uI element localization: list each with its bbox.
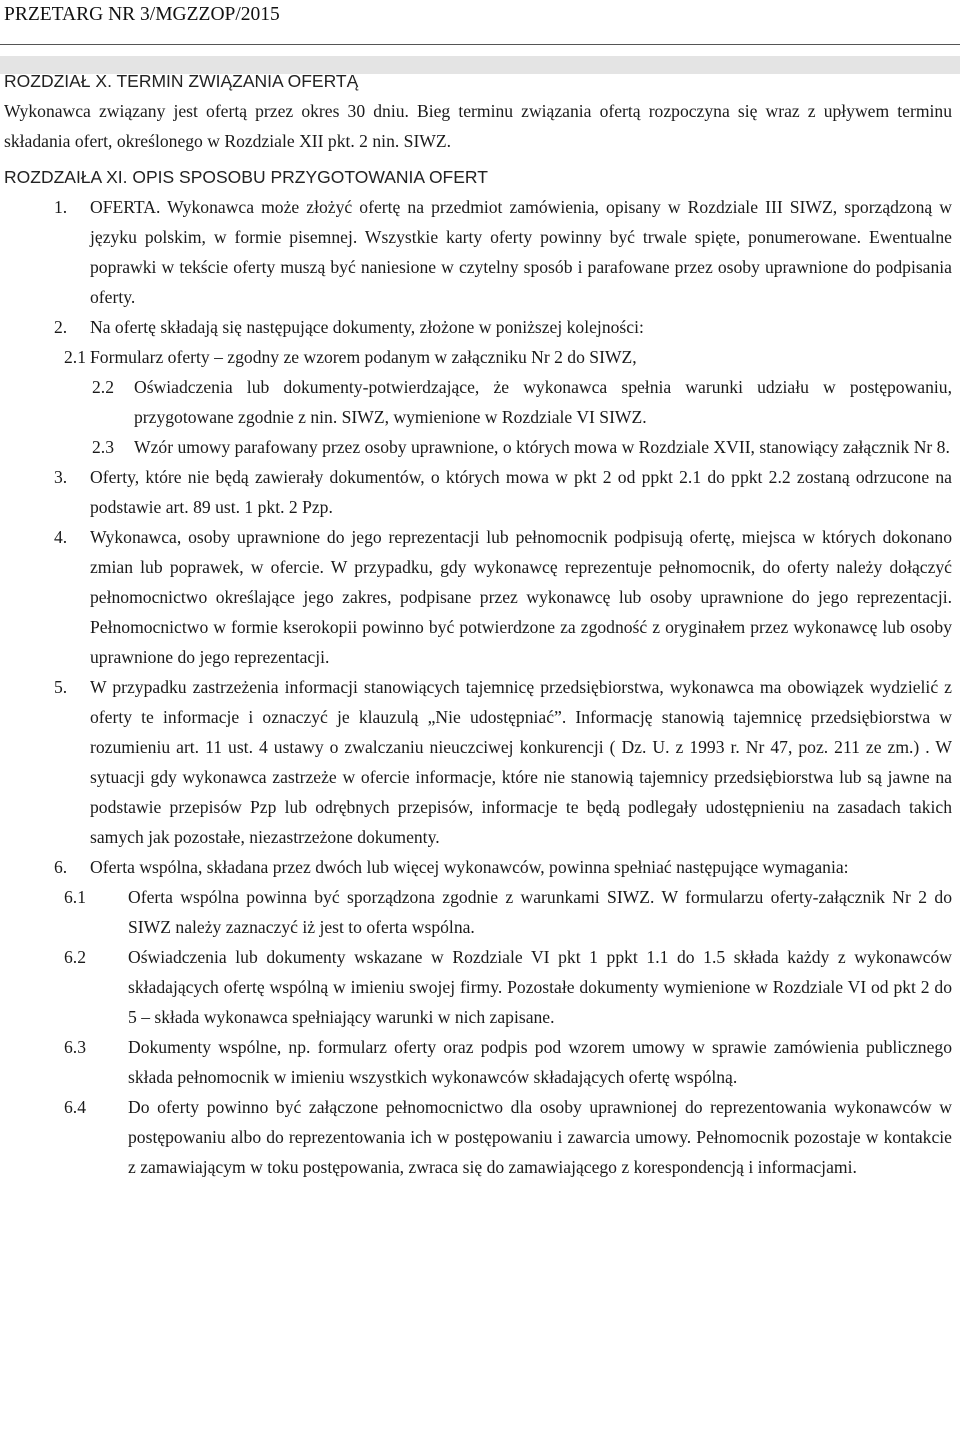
list-item-text: Do oferty powinno być załączone pełnomocnictwo dla osoby uprawnionej do reprezentowania wykonawców w postępowaniu albo do reprezentowania ich w postępowaniu i zawarcia umowy. Pełnomocnik pozostaje w kontakcie z zamawiającym w toku postępowania, zwraca się do zamawiającego z korespondencją i informacjami. [128,1097,952,1177]
list-item-6-4 [0,1092,952,1182]
list-item-text: Wzór umowy parafowany przez osoby uprawnione, o których mowa w Rozdziale XVII, stanowiący załącznik Nr 8. [134,437,950,457]
list-item-text: Oświadczenia lub dokumenty-potwierdzające, że wykonawca spełnia warunki udziału w postępowaniu, przygotowane zgodnie z nin. SIWZ, wymienione w Rozdziale VI SIWZ. [134,377,952,427]
list-item-text: Dokumenty wspólne, np. formularz oferty oraz podpis pod wzorem umowy w sprawie zamówienia publicznego składa pełnomocnik w imieniu wszystkich wykonawców składających ofertę wspólną. [128,1037,952,1087]
list-item-number: 4. [54,527,68,547]
list-item-number: 3. [54,467,68,487]
list-item-number: 2.2 [92,377,114,397]
list-item-2-1 [0,342,952,372]
list-item-number: 6.3 [64,1037,86,1057]
list-item-6 [0,852,952,882]
list-item-4 [0,522,952,672]
section-xi-title: ROZDZAIŁA XI. OPIS SPOSOBU PRZYGOTOWANIA OFERT [4,167,488,187]
list-item-text: Oświadczenia lub dokumenty wskazane w Rozdziale VI pkt 1 ppkt 1.1 do 1.5 składa każdy z wykonawców składających ofertę wspólną w imieniu swojej firmy. Pozostałe dokumenty wymienione w Rozdziale VI od pkt 2 do 5 – składa wykonawca spełniający warunki w nich zapisane. [128,947,952,1027]
list-item-1 [0,192,952,312]
document-body [0,66,960,1182]
list-item-6-2 [0,942,952,1032]
section-x-body: Wykonawca związany jest ofertą przez okres 30 dniu. Bieg terminu związania ofertą rozpoczyna się wraz z upływem terminu składania ofert, określonego w Rozdziale XII pkt. 2 nin. SIWZ. [4,101,952,151]
list-item-number: 6.1 [64,887,86,907]
header-rule [0,44,960,45]
list-item-text: Formularz oferty – zgodny ze wzorem podanym w załączniku Nr 2 do SIWZ, [90,347,637,367]
list-item-6-1 [0,882,952,942]
list-item-number: 2.1 [64,347,86,367]
list-item-3 [0,462,952,522]
list-item-number: 6. [54,857,68,877]
list-item-text: Na ofertę składają się następujące dokumenty, złożone w poniższej kolejności: [90,317,644,337]
list-item-text: Oferta wspólna powinna być sporządzona zgodnie z warunkami SIWZ. W formularzu oferty-załącznik Nr 2 do SIWZ należy zaznaczyć iż jest to oferta wspólna. [128,887,952,937]
list-item-2-2 [0,372,952,432]
list-item-number: 6.4 [64,1097,86,1117]
list-item-number: 5. [54,677,68,697]
list-item-text: Wykonawca, osoby uprawnione do jego reprezentacji lub pełnomocnik podpisują ofertę, miejsca w których dokonano zmian lub poprawek, w ofercie. W przypadku, gdy wykonawcę reprezentuje pełnomocnik, do oferty należy dołączyć pełnomocnictwo określające jego zakres, podpisane przez wykonawcę lub osoby uprawnione do jego reprezentacji. Pełnomocnictwo w formie kserokopii powinno być potwierdzone za zgodność z oryginałem przez wykonawcę lub osoby uprawnione do jego reprezentacji. [90,527,952,667]
list-item-text: Oferta wspólna, składana przez dwóch lub więcej wykonawców, powinna spełniać następujące wymagania: [90,857,849,877]
list-item-text: OFERTA. Wykonawca może złożyć ofertę na przedmiot zamówienia, opisany w Rozdziale III SIWZ, sporządzoną w języku polskim, w formie pisemnej. Wszystkie karty oferty powinny być trwale spięte, ponumerowane. Ewentualne poprawki w tekście oferty muszą być naniesione w czytelny sposób i parafowane przez osoby uprawnione do podpisania oferty. [90,197,952,307]
list-item-number: 1. [54,197,68,217]
list-item-5 [0,672,952,852]
list-item-text: W przypadku zastrzeżenia informacji stanowiących tajemnicę przedsiębiorstwa, wykonawca ma obowiązek wydzielić z oferty te informacje i oznaczyć je klauzulą „Nie udostępniać”. Informację stanowią tajemnicę przedsiębiorstwa w rozumieniu art. 11 ust. 4 ustawy o zwalczaniu nieuczciwej konkurencji ( Dz. U. z 1993 r. Nr 47, poz. 211 ze zm.) . W sytuacji gdy wykonawca zastrzeże w ofercie informacje, które nie stanowią tajemnicy przedsiębiorstwa lub są jawne na podstawie przepisów Pzp lub odrębnych przepisów, informacje te będą podlegały udostępnieniu na zasadach takich samych jak pozostałe, niezastrzeżone dokumenty. [90,677,952,847]
list-item-2 [0,312,952,342]
list-item-text: Oferty, które nie będą zawierały dokumentów, o których mowa w pkt 2 od ppkt 2.1 do ppkt 2.2 zostaną odrzucone na podstawie art. 89 ust. 1 pkt. 2 Pzp. [90,467,952,517]
list-item-2-3 [0,432,952,462]
list-item-number: 6.2 [64,947,86,967]
list-item-number: 2. [54,317,68,337]
section-x-title: ROZDZIAŁ X. TERMIN ZWIĄZANIA OFERTĄ [4,71,359,91]
list-item-6-3 [0,1032,952,1092]
page-header: PRZETARG NR 3/MGZZOP/2015 [4,4,280,25]
list-item-number: 2.3 [92,437,114,457]
